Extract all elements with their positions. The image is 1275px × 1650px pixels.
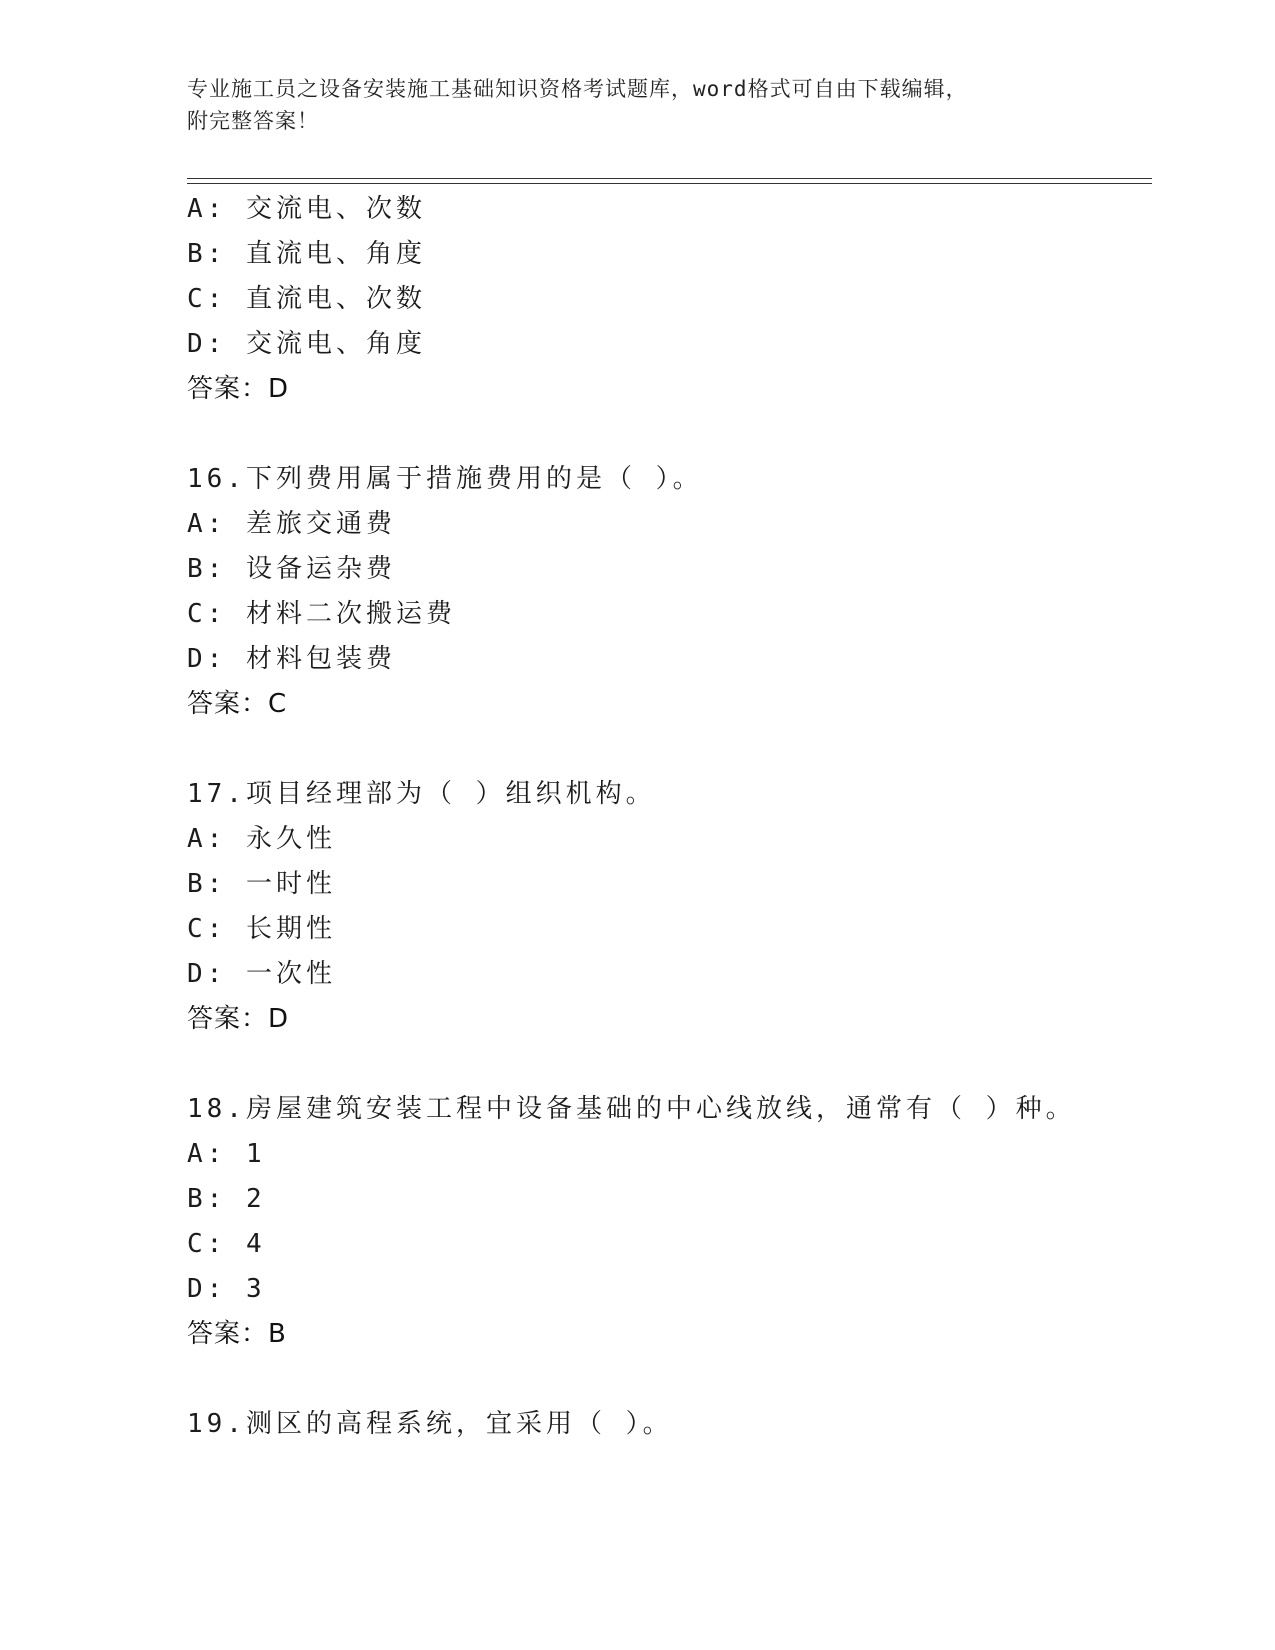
q18-option-b: B: 2 (187, 1184, 266, 1214)
header-divider-top (187, 178, 1152, 179)
q17-option-a: A: 永久性 (187, 824, 336, 854)
q18-question: 18.房屋建筑安装工程中设备基础的中心线放线，通常有（ ）种。 (187, 1094, 1076, 1124)
q16-option-a: A: 差旅交通费 (187, 509, 396, 539)
q18-option-c: C: 4 (187, 1229, 266, 1259)
q16-option-c: C: 材料二次搬运费 (187, 599, 456, 629)
q19-question: 19.测区的高程系统，宜采用（ ）。 (187, 1409, 673, 1439)
q18-option-d: D: 3 (187, 1274, 266, 1304)
header-divider-bottom (187, 183, 1152, 184)
q17-question: 17.项目经理部为（ ）组织机构。 (187, 779, 656, 809)
q18-answer: 答案：B (187, 1319, 287, 1349)
header-line-1: 专业施工员之设备安装施工基础知识资格考试题库，word格式可自由下载编辑， (187, 77, 968, 101)
q17-option-c: C: 长期性 (187, 914, 336, 944)
q15-answer: 答案：D (187, 374, 290, 404)
q17-option-d: D: 一次性 (187, 959, 336, 989)
header-line-2: 附完整答案！ (187, 109, 319, 133)
q18-option-a: A: 1 (187, 1139, 266, 1169)
q15-option-c: C: 直流电、次数 (187, 284, 426, 314)
q15-option-a: A: 交流电、次数 (187, 194, 426, 224)
q16-option-d: D: 材料包装费 (187, 644, 396, 674)
document-header (187, 73, 1067, 137)
q15-option-d: D: 交流电、角度 (187, 329, 426, 359)
q17-answer: 答案：D (187, 1004, 290, 1034)
q16-option-b: B: 设备运杂费 (187, 554, 396, 584)
q15-option-b: B: 直流电、角度 (187, 239, 426, 269)
q16-answer: 答案：C (187, 689, 288, 719)
q16-question: 16.下列费用属于措施费用的是（ ）。 (187, 464, 703, 494)
q17-option-b: B: 一时性 (187, 869, 336, 899)
